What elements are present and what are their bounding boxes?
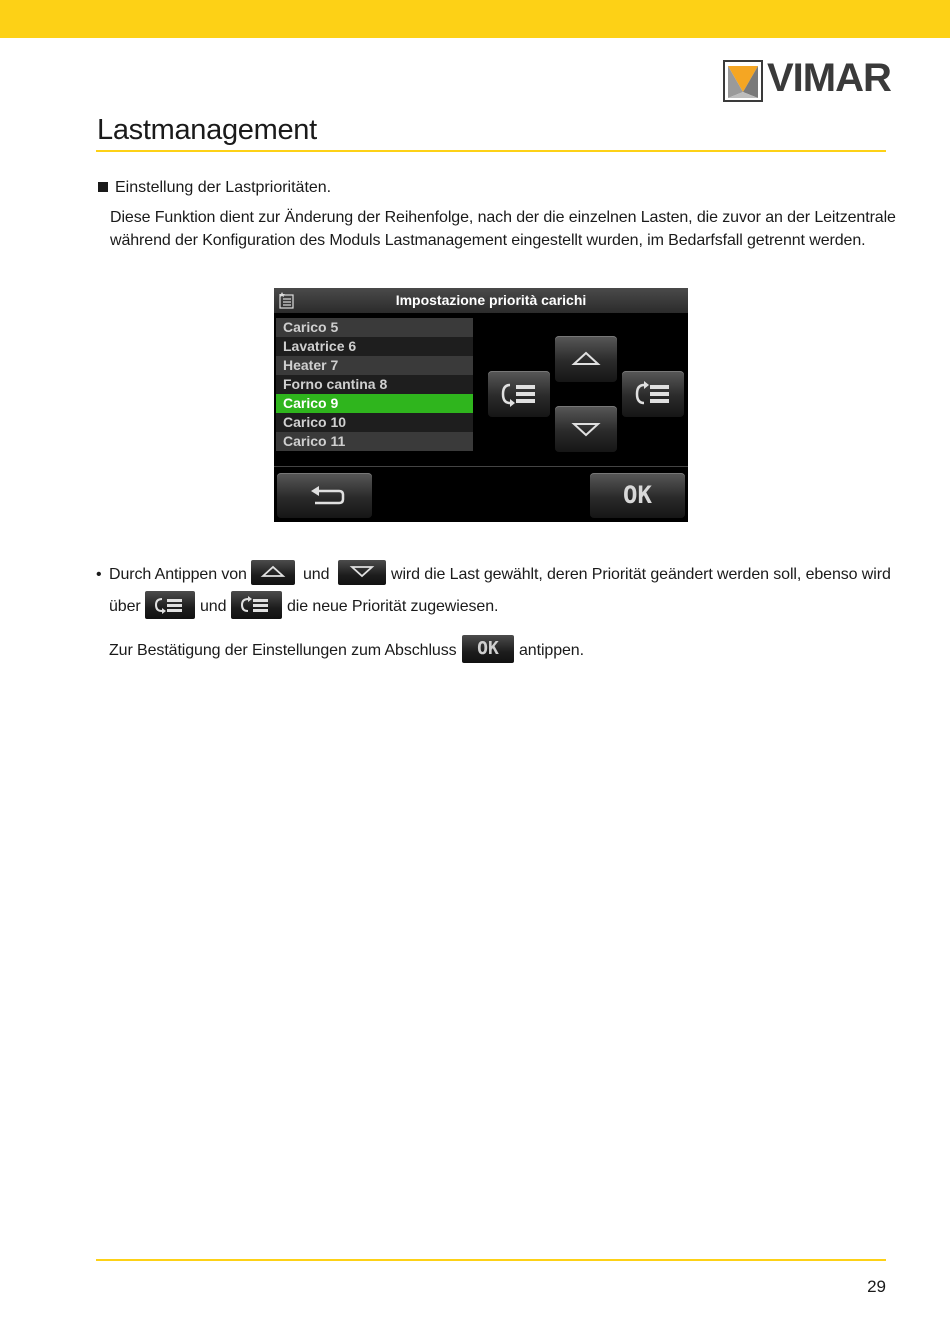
- list-item[interactable]: Heater 7: [276, 356, 473, 375]
- square-bullet-icon: [98, 182, 108, 192]
- up-button[interactable]: [555, 336, 617, 382]
- inline-move-left-button: [145, 591, 195, 619]
- top-yellow-bar: [0, 0, 950, 38]
- title-divider: [96, 150, 886, 152]
- section-heading-text: Einstellung der Lastprioritäten.: [115, 179, 332, 196]
- inline-ok-label: OK: [477, 638, 499, 659]
- down-button[interactable]: [555, 406, 617, 452]
- page-number: 29: [867, 1277, 886, 1296]
- instruction-line3-b: antippen.: [519, 642, 584, 659]
- instruction-line1-a: Durch Antippen von: [109, 566, 247, 583]
- screen-divider: [274, 466, 688, 467]
- section-heading: [98, 179, 331, 197]
- instruction-line2-c: die neue Priorität zugewiesen.: [287, 598, 499, 615]
- screen-title: Impostazione priorità carichi: [395, 292, 587, 308]
- down-arrow-icon: [555, 406, 617, 452]
- load-list: [276, 318, 473, 451]
- instruction-line1-b: und: [303, 566, 330, 583]
- inline-ok-button: [462, 635, 514, 663]
- instruction-line2-a: über: [109, 598, 141, 615]
- instruction-line2-b: und: [200, 598, 227, 615]
- list-item[interactable]: Carico 5: [276, 318, 473, 337]
- up-arrow-icon: [251, 560, 295, 585]
- footer-divider: [96, 1259, 886, 1261]
- up-arrow-icon: [555, 336, 617, 382]
- move-priority-right-button[interactable]: [622, 371, 684, 417]
- list-item[interactable]: Lavatrice 6: [276, 337, 473, 356]
- back-button[interactable]: [277, 473, 372, 518]
- screen-header: [274, 288, 688, 313]
- move-priority-left-icon: [488, 371, 550, 417]
- list-item[interactable]: Carico 10: [276, 413, 473, 432]
- device-screen: [274, 288, 688, 522]
- section-paragraph: Diese Funktion dient zur Änderung der Reihenfolge, nach der die einzelnen Lasten, die zuvor an der Leitzentrale während der Konfiguration des Moduls Lastmanagement eingestellt wurden, im Bedarfsfall getrennt werden.: [110, 209, 896, 249]
- move-priority-left-icon: [145, 591, 195, 619]
- list-item-selected[interactable]: Carico 9: [276, 394, 473, 413]
- move-priority-right-icon: [622, 371, 684, 417]
- vimar-logo-icon: [723, 60, 763, 102]
- instruction-line1-c: wird die Last gewählt, deren Priorität geändert werden soll, ebenso wird: [391, 566, 891, 583]
- vimar-logo: [723, 56, 893, 104]
- inline-move-right-button: [231, 591, 282, 619]
- back-arrow-icon: [277, 473, 372, 518]
- instruction-line3-a: Zur Bestätigung der Einstellungen zum Abschluss: [109, 642, 457, 659]
- move-priority-left-button[interactable]: [488, 371, 550, 417]
- ok-button[interactable]: [590, 473, 685, 518]
- list-item[interactable]: Carico 11: [276, 432, 473, 451]
- page-title: Lastmanagement: [97, 114, 317, 146]
- down-arrow-icon: [338, 560, 386, 585]
- list-item[interactable]: Forno cantina 8: [276, 375, 473, 394]
- inline-down-button: [338, 560, 386, 585]
- move-priority-right-icon: [231, 591, 282, 619]
- inline-up-button: [251, 560, 295, 585]
- bullet: •: [96, 566, 102, 583]
- ok-button-label: OK: [623, 481, 652, 509]
- vimar-logo-text: VIMAR: [767, 56, 891, 100]
